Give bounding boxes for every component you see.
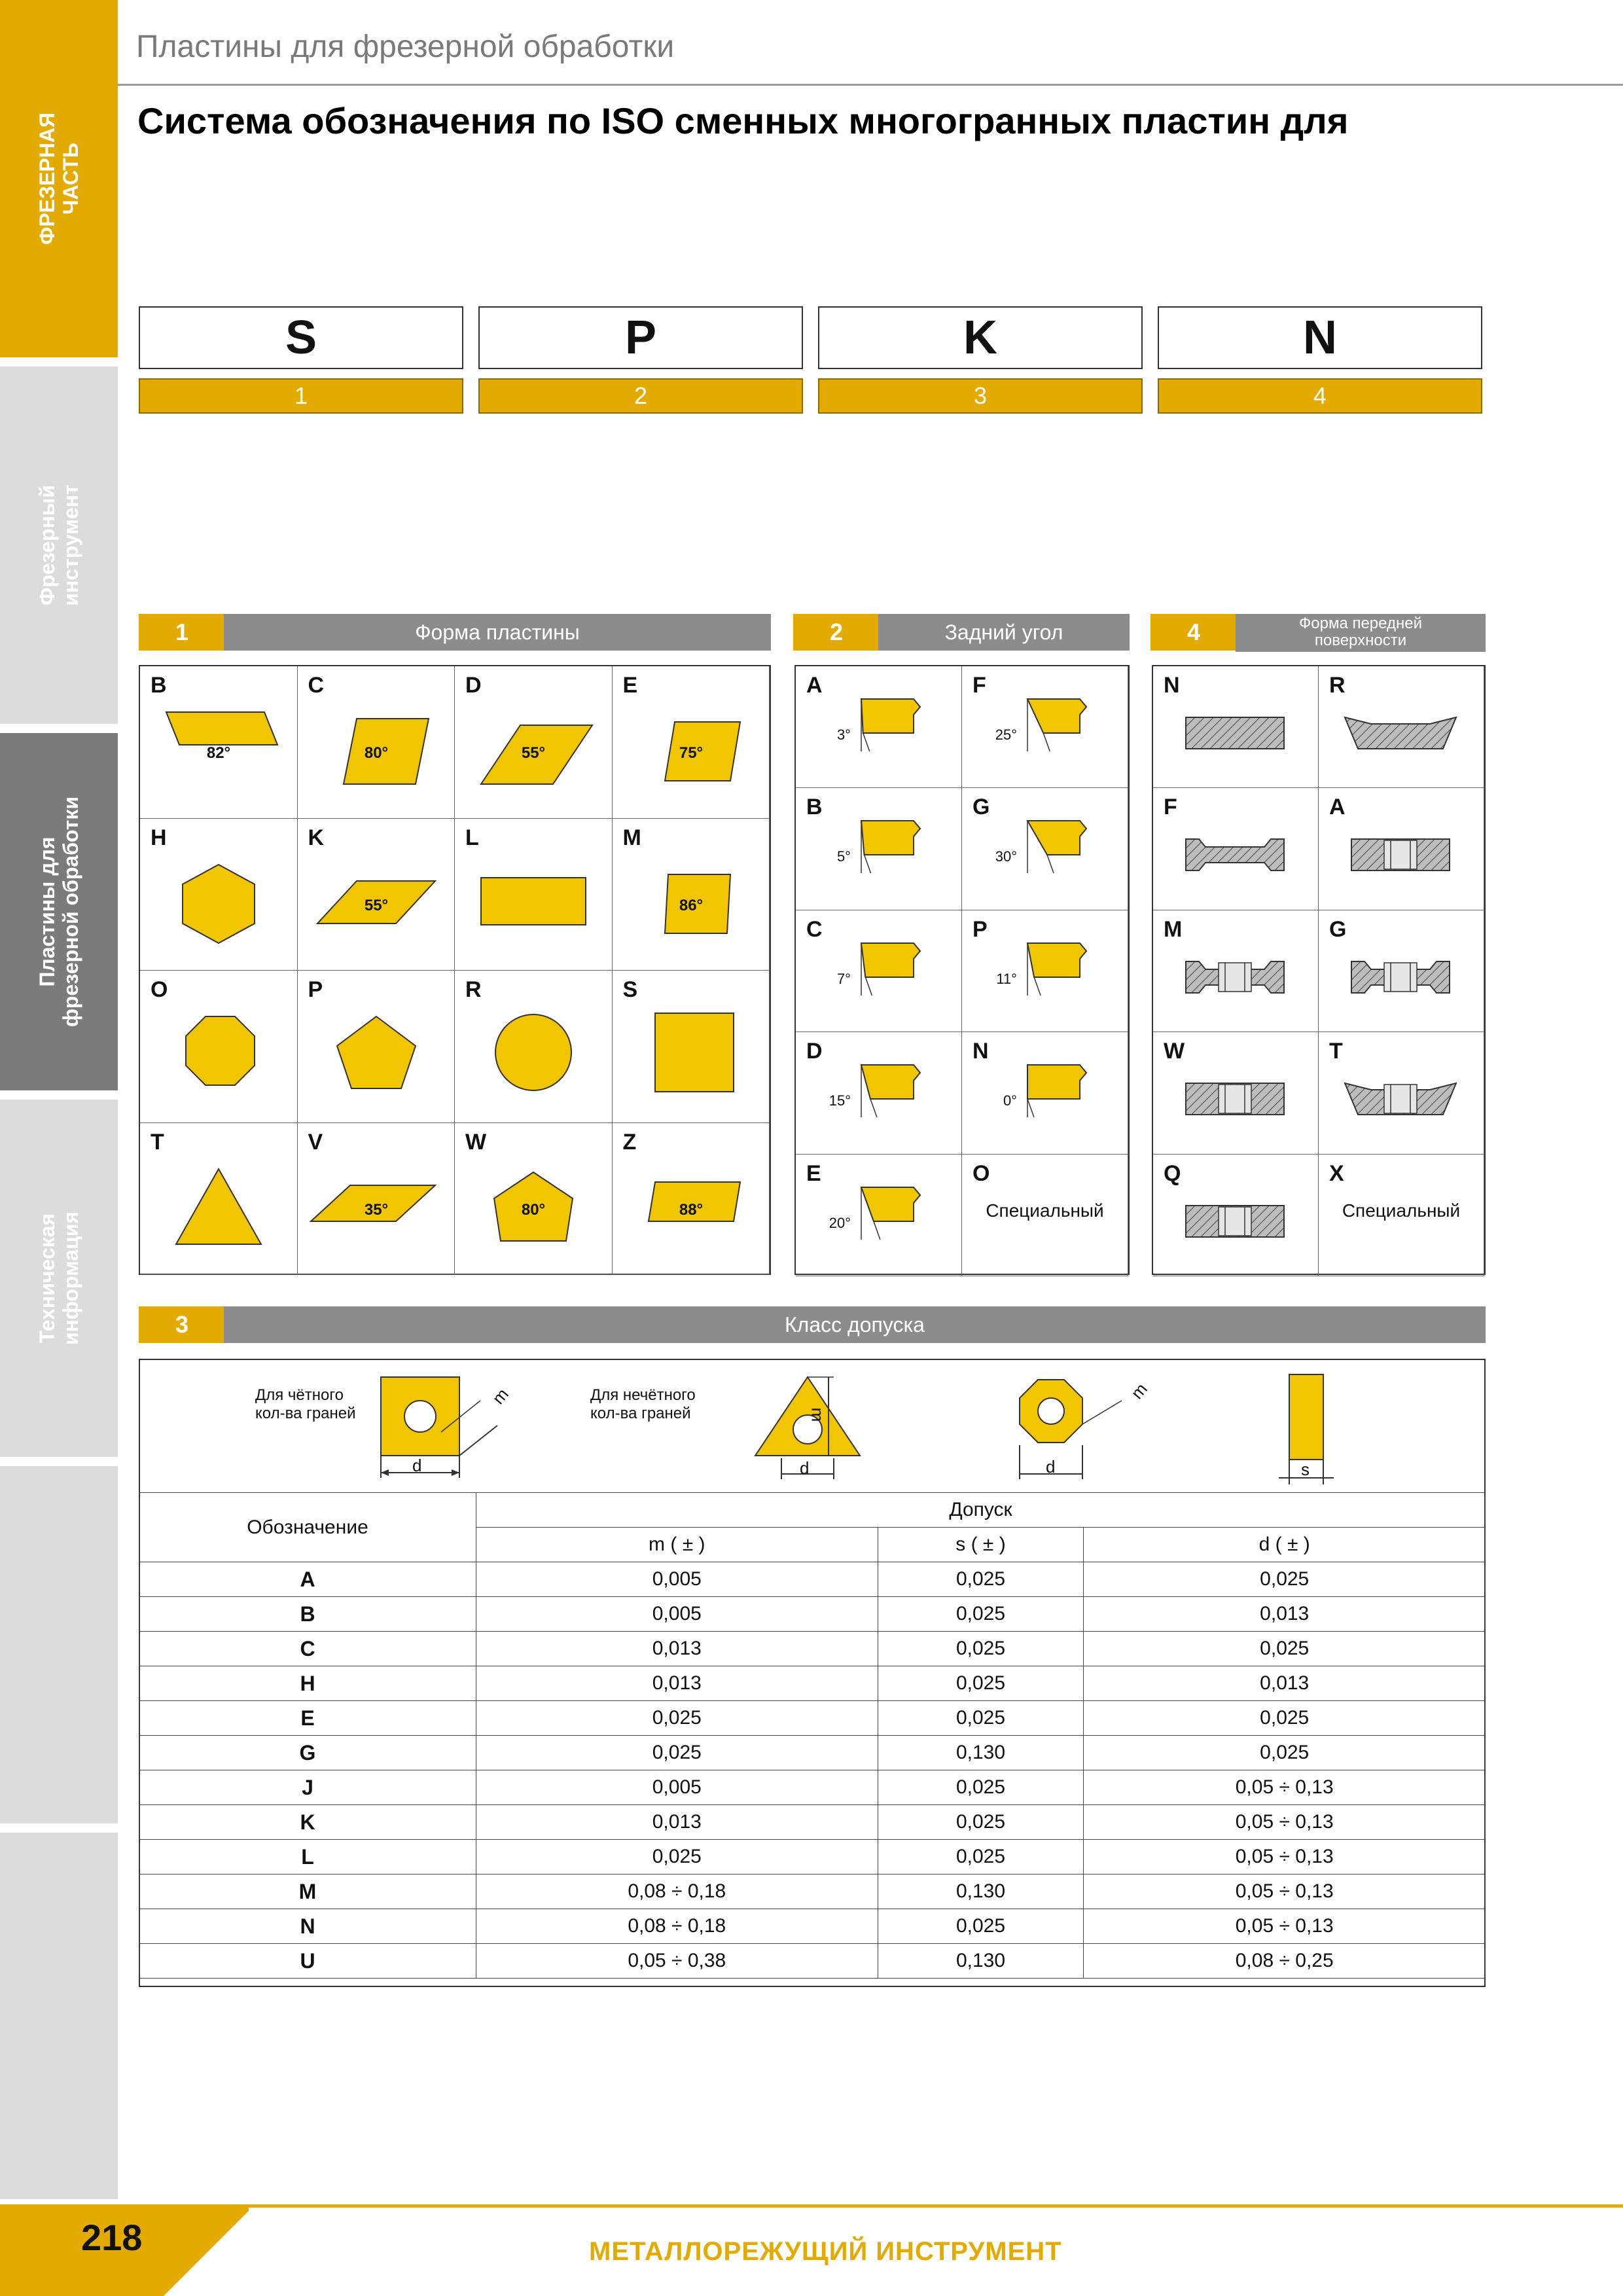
angle-label: 88° xyxy=(679,1200,703,1219)
rake-code: M xyxy=(1164,916,1183,942)
tolerance-value: 0,025 xyxy=(878,1909,1084,1944)
section-header-shape xyxy=(139,614,771,651)
rake-cell-f xyxy=(1153,788,1319,910)
shape-code: H xyxy=(151,825,167,850)
clearance-code: D xyxy=(806,1039,823,1064)
sidebar-tab-label: Техническая информация xyxy=(35,1211,82,1346)
angle-label: 20° xyxy=(829,1214,851,1231)
dim-label-m: m xyxy=(488,1384,512,1408)
tolerance-value: 0,08 ÷ 0,18 xyxy=(476,1874,878,1909)
tolerance-header: Допуск xyxy=(476,1493,1486,1528)
table-row xyxy=(139,1736,1486,1770)
sidebar-tab-milling-inserts[interactable] xyxy=(0,733,118,1090)
tolerance-value: 0,025 xyxy=(1084,1736,1486,1770)
tolerance-class-code: B xyxy=(139,1597,476,1632)
clearance-code: F xyxy=(972,673,986,698)
shape-cell-e xyxy=(613,666,770,819)
table-row xyxy=(139,1597,1486,1632)
shape-cell-z xyxy=(613,1123,770,1276)
clearance-code: C xyxy=(806,916,823,942)
clearance-code: A xyxy=(806,673,823,698)
sidebar-tab-milling-tools[interactable] xyxy=(0,367,118,724)
shape-cell-s xyxy=(613,971,770,1123)
clearance-cell-g xyxy=(962,788,1128,910)
sidebar xyxy=(0,0,118,2296)
shape-cell-o xyxy=(140,971,298,1123)
tolerance-value: 0,05 ÷ 0,13 xyxy=(1084,1840,1486,1874)
shape-cell-b xyxy=(140,666,298,819)
tolerance-diagrams xyxy=(140,1360,1484,1491)
clearance-cell-f xyxy=(962,666,1128,788)
table-row xyxy=(139,1840,1486,1874)
tolerance-class-code: A xyxy=(139,1562,476,1597)
rake-profile-icon xyxy=(1153,1032,1319,1154)
shape-cell-v xyxy=(298,1123,455,1276)
angle-label: 0° xyxy=(1003,1092,1018,1109)
shape-code: Z xyxy=(622,1129,637,1155)
rake-code: T xyxy=(1329,1039,1343,1064)
clearance-profile-icon xyxy=(962,910,1128,1032)
tolerance-value: 0,013 xyxy=(476,1632,878,1666)
rake-profile-icon xyxy=(1153,1155,1319,1276)
angle-label: 80° xyxy=(364,744,388,762)
rake-code: N xyxy=(1164,673,1180,698)
code-position-4: 4 xyxy=(1158,378,1482,414)
angle-label: 7° xyxy=(836,970,851,987)
shape-code: D xyxy=(465,673,482,698)
clearance-cell-e xyxy=(796,1155,962,1276)
rake-profile-icon xyxy=(1319,910,1484,1032)
clearance-grid xyxy=(794,665,1130,1275)
tolerance-value: 0,025 xyxy=(476,1701,878,1736)
tolerance-value: 0,05 ÷ 0,38 xyxy=(476,1944,878,1979)
clearance-cell-p xyxy=(962,910,1128,1032)
section-header-rake xyxy=(1150,614,1486,651)
rake-cell-n xyxy=(1153,666,1319,788)
clearance-code: E xyxy=(806,1160,821,1186)
tolerance-class-code: G xyxy=(139,1736,476,1770)
sidebar-tab-blank xyxy=(0,1466,118,1823)
tolerance-value: 0,130 xyxy=(878,1736,1084,1770)
clearance-profile-icon xyxy=(796,788,962,910)
running-head: Пластины для фрезерной обработки xyxy=(136,29,675,64)
tolerance-value: 0,025 xyxy=(878,1632,1084,1666)
table-row xyxy=(139,1666,1486,1701)
table-row xyxy=(139,1562,1486,1597)
rake-cell-t xyxy=(1319,1032,1484,1154)
angle-label: 55° xyxy=(364,896,388,914)
clearance-cell-a xyxy=(796,666,962,788)
rake-cell-w xyxy=(1153,1032,1319,1154)
rake-cell-g xyxy=(1319,910,1484,1032)
rake-code: G xyxy=(1329,916,1347,942)
tolerance-value: 0,05 ÷ 0,13 xyxy=(1084,1805,1486,1840)
tolerance-value: 0,025 xyxy=(878,1701,1084,1736)
angle-label: 15° xyxy=(829,1092,851,1109)
shape-code: T xyxy=(151,1129,164,1155)
tolerance-class-code: L xyxy=(139,1840,476,1874)
rake-code: F xyxy=(1164,795,1177,820)
clearance-code: G xyxy=(972,795,990,820)
tolerance-value: 0,025 xyxy=(878,1840,1084,1874)
shape-code: K xyxy=(308,825,325,850)
clearance-cell-n xyxy=(962,1032,1128,1154)
angle-label: 35° xyxy=(364,1200,388,1219)
code-letter-4: N xyxy=(1158,306,1482,369)
tolerance-class-code: K xyxy=(139,1805,476,1840)
code-position-2: 2 xyxy=(478,378,803,414)
shape-cell-d xyxy=(455,666,613,819)
rake-cell-q xyxy=(1153,1155,1319,1276)
table-row xyxy=(139,1770,1486,1805)
shape-cell-r xyxy=(455,971,613,1123)
tolerance-value: 0,005 xyxy=(476,1597,878,1632)
rake-profile-icon xyxy=(1319,1032,1484,1154)
rake-profile-icon xyxy=(1153,788,1319,910)
dim-label-m: m xyxy=(808,1407,828,1422)
code-letter-2: P xyxy=(478,306,803,369)
clearance-profile-icon xyxy=(796,1032,962,1154)
angle-label: 75° xyxy=(679,744,703,762)
shape-code: V xyxy=(308,1129,323,1155)
rake-code: W xyxy=(1164,1039,1185,1064)
shape-code: R xyxy=(465,977,482,1002)
angle-label: 25° xyxy=(995,726,1018,743)
code-position-3: 3 xyxy=(818,378,1143,414)
section-number: 3 xyxy=(139,1306,224,1343)
shape-cell-c xyxy=(298,666,455,819)
angle-label: 5° xyxy=(836,848,851,865)
clearance-profile-icon xyxy=(962,1032,1128,1154)
column-header-m: m ( ± ) xyxy=(476,1528,878,1562)
even-insert-diagram xyxy=(381,1377,497,1478)
rake-profile-icon xyxy=(1319,666,1484,788)
tolerance-value: 0,05 ÷ 0,13 xyxy=(1084,1770,1486,1805)
shape-code: M xyxy=(622,825,641,850)
tolerance-class-code: U xyxy=(139,1944,476,1979)
clearance-profile-icon xyxy=(796,910,962,1032)
tolerance-value: 0,025 xyxy=(878,1562,1084,1597)
tolerance-class-code: C xyxy=(139,1632,476,1666)
dim-label-d: d xyxy=(412,1456,422,1475)
angle-label: 3° xyxy=(836,726,851,743)
tolerance-value: 0,08 ÷ 0,25 xyxy=(1084,1944,1486,1979)
rake-code: A xyxy=(1329,795,1346,820)
rake-grid xyxy=(1152,665,1486,1275)
shape-cell-l xyxy=(455,819,613,971)
even-count-label: Для чётного кол-ва граней xyxy=(255,1386,356,1422)
dim-label-s: s xyxy=(1301,1460,1310,1479)
table-row xyxy=(139,1874,1486,1909)
tolerance-value: 0,05 ÷ 0,13 xyxy=(1084,1874,1486,1909)
tolerance-value: 0,025 xyxy=(878,1805,1084,1840)
clearance-code: B xyxy=(806,795,823,820)
column-header-s: s ( ± ) xyxy=(878,1528,1084,1562)
sidebar-tab-label: ФРЕЗЕРНАЯ ЧАСТЬ xyxy=(35,113,82,245)
footer-rule xyxy=(236,2204,1623,2208)
shape-cell-t xyxy=(140,1123,298,1276)
tolerance-value: 0,025 xyxy=(878,1597,1084,1632)
dim-label-d: d xyxy=(800,1458,810,1478)
shape-cell-h xyxy=(140,819,298,971)
tolerance-class-code: N xyxy=(139,1909,476,1944)
section-caption: Форма передней поверхности xyxy=(1236,614,1486,652)
sidebar-tab-technical-info[interactable] xyxy=(0,1100,118,1457)
tolerance-value: 0,025 xyxy=(878,1770,1084,1805)
angle-label: 55° xyxy=(521,744,546,762)
shape-code: B xyxy=(151,673,167,698)
clearance-code: O xyxy=(972,1160,990,1186)
tolerance-value: 0,025 xyxy=(1084,1701,1486,1736)
dim-label-d: d xyxy=(1046,1457,1056,1477)
shape-code: S xyxy=(622,977,638,1002)
section-number: 1 xyxy=(139,614,224,651)
clearance-profile-icon xyxy=(796,666,962,788)
sidebar-tab-label: Пластины для фрезерной обработки xyxy=(35,796,82,1028)
sidebar-tab-milling-part[interactable] xyxy=(0,0,118,357)
angle-label: 30° xyxy=(995,848,1018,865)
code-position-1: 1 xyxy=(139,378,463,414)
rake-code: X xyxy=(1329,1160,1344,1186)
tolerance-class-code: J xyxy=(139,1770,476,1805)
rake-cell-a xyxy=(1319,788,1484,910)
tolerance-value: 0,005 xyxy=(476,1562,878,1597)
shape-cell-k xyxy=(298,819,455,971)
tolerance-value: 0,013 xyxy=(476,1805,878,1840)
shape-cell-m xyxy=(613,819,770,971)
special-label: Специальный xyxy=(986,1200,1104,1221)
tolerance-value: 0,013 xyxy=(476,1666,878,1701)
clearance-code: N xyxy=(972,1039,989,1064)
rake-code: Q xyxy=(1164,1160,1181,1186)
clearance-cell-o xyxy=(962,1155,1128,1276)
tolerance-value: 0,130 xyxy=(878,1944,1084,1979)
odd-count-label: Для нечётного кол-ва граней xyxy=(590,1386,696,1422)
shape-code: E xyxy=(622,673,638,698)
page-number: 218 xyxy=(81,2217,143,2258)
section-number: 2 xyxy=(793,614,878,651)
footer-brand: МЕТАЛЛОРЕЖУЩИЙ ИНСТРУМЕНТ xyxy=(589,2237,1062,2266)
clearance-cell-d xyxy=(796,1032,962,1154)
shape-cell-p xyxy=(298,971,455,1123)
angle-label: 86° xyxy=(679,896,703,914)
shape-code: O xyxy=(151,977,168,1002)
tolerance-value: 0,025 xyxy=(476,1736,878,1770)
tolerance-value: 0,025 xyxy=(1084,1632,1486,1666)
tolerance-value: 0,025 xyxy=(1084,1562,1486,1597)
tolerance-value: 0,005 xyxy=(476,1770,878,1805)
clearance-profile-icon xyxy=(962,666,1128,788)
clearance-cell-b xyxy=(796,788,962,910)
tolerance-value: 0,05 ÷ 0,13 xyxy=(1084,1909,1486,1944)
shape-cell-w xyxy=(455,1123,613,1276)
section-caption: Форма пластины xyxy=(224,614,771,651)
section-caption: Задний угол xyxy=(878,614,1130,651)
tolerance-value: 0,025 xyxy=(476,1840,878,1874)
shape-code: P xyxy=(308,977,323,1002)
shape-grid xyxy=(139,665,771,1275)
tolerance-table xyxy=(139,1492,1486,1979)
shape-code: W xyxy=(465,1129,487,1155)
designation-header: Обозначение xyxy=(139,1493,476,1562)
rake-profile-icon xyxy=(1319,788,1484,910)
table-row xyxy=(139,1944,1486,1979)
rake-profile-icon xyxy=(1153,666,1319,788)
table-row xyxy=(139,1632,1486,1666)
rake-cell-r xyxy=(1319,666,1484,788)
shape-code: C xyxy=(308,673,325,698)
angle-label: 80° xyxy=(521,1200,546,1219)
header-rule xyxy=(118,84,1623,86)
tolerance-class-code: E xyxy=(139,1701,476,1736)
tolerance-value: 0,08 ÷ 0,18 xyxy=(476,1909,878,1944)
column-header-d: d ( ± ) xyxy=(1084,1528,1486,1562)
section-header-clearance xyxy=(793,614,1130,651)
rake-cell-m xyxy=(1153,910,1319,1032)
clearance-profile-icon xyxy=(962,788,1128,910)
tolerance-value: 0,130 xyxy=(878,1874,1084,1909)
section-number: 4 xyxy=(1150,614,1236,651)
angle-label: 82° xyxy=(206,744,231,762)
sidebar-tab-blank xyxy=(0,1833,118,2199)
tolerance-value: 0,025 xyxy=(878,1666,1084,1701)
rake-cell-x xyxy=(1319,1155,1484,1276)
special-label: Специальный xyxy=(1342,1200,1461,1221)
tolerance-class-code: M xyxy=(139,1874,476,1909)
rake-code: R xyxy=(1329,673,1346,698)
clearance-cell-c xyxy=(796,910,962,1032)
rake-profile-icon xyxy=(1153,910,1319,1032)
table-row xyxy=(139,1805,1486,1840)
tolerance-class-code: H xyxy=(139,1666,476,1701)
clearance-code: P xyxy=(972,916,988,942)
code-letter-3: K xyxy=(818,306,1143,369)
dim-label-m: m xyxy=(1126,1379,1151,1403)
page-title: Система обозначения по ISO сменных многогранных пластин для xyxy=(137,100,1349,141)
tolerance-value: 0,013 xyxy=(1084,1597,1486,1632)
tolerance-value: 0,013 xyxy=(1084,1666,1486,1701)
octagon-insert-diagram xyxy=(1020,1380,1122,1479)
clearance-profile-icon xyxy=(796,1155,962,1276)
table-row xyxy=(139,1909,1486,1944)
section-caption: Класс допуска xyxy=(224,1306,1486,1343)
section-header-tolerance xyxy=(139,1306,1486,1343)
table-row xyxy=(139,1701,1486,1736)
code-letter-1: S xyxy=(139,306,463,369)
shape-code: L xyxy=(465,825,479,850)
angle-label: 11° xyxy=(996,970,1018,987)
sidebar-tab-label: Фрезерный инструмент xyxy=(35,484,82,606)
